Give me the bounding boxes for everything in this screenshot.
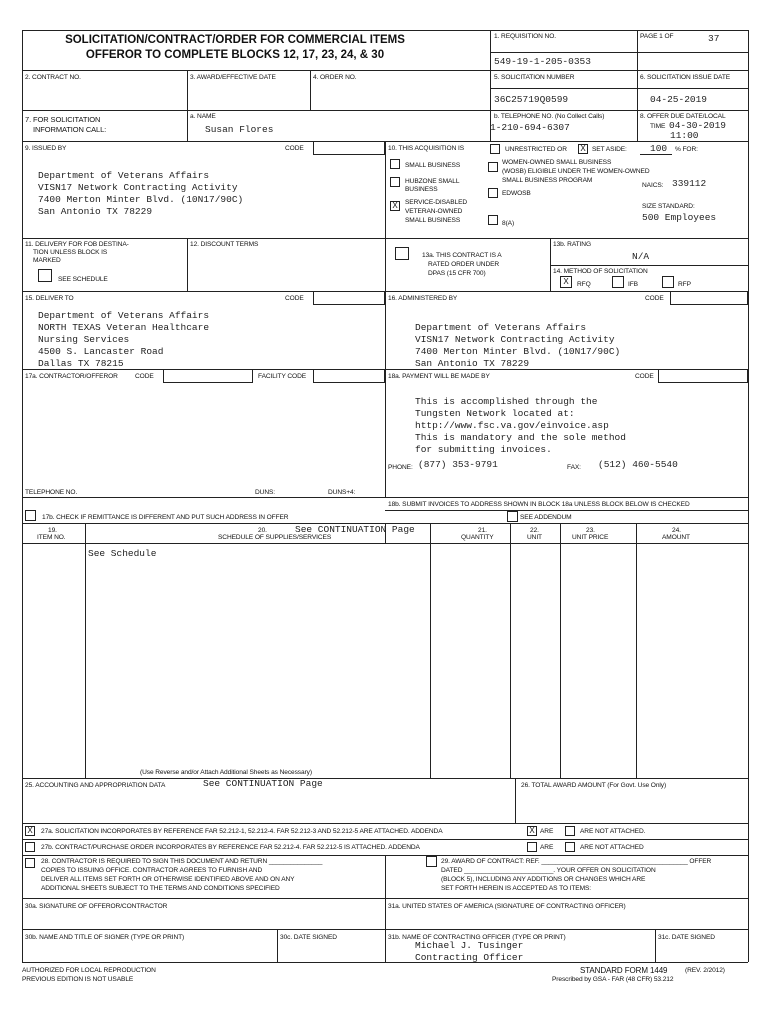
co-name-label: 31b. NAME OF CONTRACTING OFFICER (TYPE OR PRINT) — [388, 934, 566, 941]
27b-checkbox[interactable] — [25, 842, 35, 852]
form-title-line1: SOLICITATION/CONTRACT/ORDER FOR COMMERCIAL ITEMS — [65, 34, 405, 46]
co-date-label: 31c. DATE SIGNED — [658, 934, 715, 941]
sdvosb-label-3: SMALL BUSINESS — [405, 217, 461, 224]
rfq-checkbox[interactable]: X — [560, 276, 572, 288]
28-line2: COPIES TO ISSUING OFFICE. CONTRACTOR AGREES TO FURNISH AND — [41, 867, 263, 874]
percent-for-label: % FOR: — [675, 146, 698, 153]
duns4-label: DUNS+4: — [328, 489, 356, 496]
footer-reproduction: AUTHORIZED FOR LOCAL REPRODUCTION — [22, 967, 156, 974]
ifb-label: IFB — [628, 281, 638, 288]
payment-code-field[interactable] — [658, 369, 748, 383]
issued-by-code-field[interactable] — [313, 141, 385, 155]
29-line1: 29. AWARD OF CONTRACT: REF. _________________________________________ OFFER — [441, 858, 712, 865]
footer-rev: (REV. 2/2012) — [685, 967, 725, 974]
deliver-to-code-field[interactable] — [313, 291, 385, 305]
offer-due-label: 8. OFFER DUE DATE/LOCAL — [640, 113, 726, 120]
naics-label: NAICS: — [642, 182, 664, 189]
signer-name-label: 30b. NAME AND TITLE OF SIGNER (TYPE OR PRINT) — [25, 934, 185, 941]
contact-name[interactable]: Susan Flores — [205, 124, 274, 135]
col22-header: UNIT — [527, 534, 542, 541]
27a-not-attached-label: ARE NOT ATTACHED. — [580, 828, 646, 835]
rfp-label: RFP — [678, 281, 691, 288]
sdvosb-label: SERVICE-DISABLED — [405, 199, 468, 206]
solicitation-number-label: 5. SOLICITATION NUMBER — [494, 74, 575, 81]
issued-by-code-label: CODE — [285, 145, 304, 152]
set-aside-label: SET ASIDE: — [592, 146, 627, 153]
unrestricted-label: UNRESTRICTED OR — [505, 146, 567, 153]
27a-checkbox[interactable]: X — [25, 826, 35, 836]
unrestricted-checkbox[interactable] — [490, 144, 500, 154]
28-line1: 28. CONTRACTOR IS REQUIRED TO SIGN THIS DOCUMENT AND RETURN _______________ — [41, 858, 323, 865]
see-addendum-label: SEE ADDENDUM — [520, 514, 572, 521]
administered-by-code-field[interactable] — [670, 291, 748, 305]
offer-due-date[interactable]: 04-30-2019 — [669, 120, 727, 131]
delivery-fob-label-2: TION UNLESS BLOCK IS — [33, 249, 108, 256]
contractor-telephone-label: TELEPHONE NO. — [25, 489, 78, 496]
size-standard-value[interactable]: 500 Employees — [642, 212, 717, 223]
administered-by-label: 16. ADMINISTERED BY — [388, 295, 458, 302]
co-signature-label: 31a. UNITED STATES OF AMERICA (SIGNATURE OF CONTRACTING OFFICER) — [388, 903, 626, 910]
see-schedule-checkbox[interactable] — [38, 269, 52, 282]
ifb-checkbox[interactable] — [612, 276, 624, 288]
signer-date-label: 30c. DATE SIGNED — [280, 934, 337, 941]
name-label: a. NAME — [190, 113, 216, 120]
rating-value[interactable]: N/A — [632, 251, 650, 262]
col21-num: 21. — [478, 527, 487, 534]
submit-invoices-label: 18b. SUBMIT INVOICES TO ADDRESS SHOWN IN BLOCK 18a UNLESS BLOCK BELOW IS CHECKED — [388, 501, 690, 508]
col19-num: 19. — [48, 527, 57, 534]
col24-header: AMOUNT — [662, 534, 690, 541]
rated-order-label-3: DPAS (15 CFR 700) — [428, 270, 486, 277]
see-addendum-checkbox[interactable] — [507, 511, 518, 522]
payment-code-label: CODE — [635, 373, 654, 380]
continuation-note: See CONTINUATION Page — [295, 524, 415, 535]
delivery-fob-label: 11. DELIVERY FOR FOB DESTINA- — [25, 241, 129, 248]
deliver-to-code-label: CODE — [285, 295, 304, 302]
hubzone-label: HUBZONE SMALL — [405, 178, 460, 185]
page-count: 37 — [708, 33, 720, 44]
hubzone-checkbox[interactable] — [390, 177, 400, 187]
rfq-label: RFQ — [577, 281, 591, 288]
col20-header: SCHEDULE OF SUPPLIES/SERVICES — [218, 534, 332, 541]
issued-by-address: Department of Veterans Affairs VISN17 Network Contracting Activity 7400 Merton Minter Blvd. (10N17/90C) San Antonio TX 78229 — [38, 170, 244, 217]
set-aside-percent[interactable]: 100 — [650, 143, 668, 154]
co-title: Contracting Officer — [415, 952, 524, 963]
hubzone-label-2: BUSINESS — [405, 186, 438, 193]
col19-header: ITEM NO. — [37, 534, 66, 541]
requisition-label: 1. REQUISITION NO. — [494, 33, 556, 40]
footer-prescribed: Prescribed by GSA - FAR (48 CFR) 53.212 — [552, 976, 674, 983]
size-standard-label: SIZE STANDARD: — [642, 203, 695, 210]
sdvosb-checkbox[interactable]: X — [390, 201, 400, 211]
issued-by-label: 9. ISSUED BY — [25, 145, 67, 152]
27b-are-label: ARE — [540, 844, 554, 851]
rated-order-label: 13a. THIS CONTRACT IS A — [422, 252, 502, 259]
deliver-to-label: 15. DELIVER TO — [25, 295, 74, 302]
29-line3: (BLOCK 5), INCLUDING ANY ADDITIONS OR CHANGES WHICH ARE — [441, 876, 646, 883]
contractor-code-label: CODE — [135, 373, 154, 380]
information-call-label: INFORMATION CALL: — [33, 125, 107, 134]
wosb-label: WOMEN-OWNED SMALL BUSINESS — [502, 159, 612, 166]
col20-num: 20. — [258, 527, 267, 534]
items-footnote: (Use Reverse and/or Attach Additional Sheets as Necessary) — [140, 769, 312, 776]
issue-date-label: 6. SOLICITATION ISSUE DATE — [640, 74, 731, 81]
payment-fax-label: FAX: — [567, 464, 581, 471]
for-solicitation-label: 7. FOR SOLICITATION — [25, 115, 101, 124]
28-line4: ADDITIONAL SHEETS SUBJECT TO THE TERMS AND CONDITIONS SPECIFIED — [41, 885, 280, 892]
form-title-line2: OFFEROR TO COMPLETE BLOCKS 12, 17, 23, 24, & 30 — [85, 49, 385, 61]
27a-not-attached-checkbox[interactable] — [565, 826, 575, 836]
solicitation-number-value[interactable]: 36C25719Q0599 — [494, 94, 569, 105]
28-line3: DELIVER ALL ITEMS SET FORTH OR OTHERWISE IDENTIFIED ABOVE AND ON ANY — [41, 876, 295, 883]
payment-phone-value: (877) 353-9791 — [418, 459, 498, 470]
27b-are-checkbox[interactable] — [527, 842, 537, 852]
telephone-label: b. TELEPHONE NO. (No Collect Calls) — [494, 113, 605, 120]
offer-due-time-label: TIME — [650, 123, 666, 130]
naics-value[interactable]: 339112 — [672, 178, 707, 189]
edwosb-label: EDWOSB — [502, 190, 531, 197]
29-line4: SET FORTH HEREIN IS ACCEPTED AS TO ITEMS: — [441, 885, 592, 892]
administered-by-code-label: CODE — [645, 295, 664, 302]
wosb-label-3: SMALL BUSINESS PROGRAM — [502, 177, 593, 184]
rated-order-label-2: RATED ORDER UNDER — [428, 261, 500, 268]
rfp-checkbox[interactable] — [662, 276, 674, 288]
payment-fax-value: (512) 460-5540 — [598, 459, 678, 470]
administered-by-address: Department of Veterans Affairs VISN17 Network Contracting Activity 7400 Merton Minter Blvd. (10N17/90C) San Antonio TX 78229 — [415, 322, 621, 369]
set-aside-checkbox[interactable]: X — [578, 144, 588, 154]
see-schedule-label: SEE SCHEDULE — [58, 276, 108, 283]
27a-are-checkbox[interactable]: X — [527, 826, 537, 836]
order-no-label: 4. ORDER NO. — [313, 74, 357, 81]
accounting-label: 25. ACCOUNTING AND APPROPRIATION DATA — [25, 782, 166, 789]
payment-instructions: This is accomplished through the Tungsten Network located at: http://www.fsc.va.gov/einvoice.asp This is mandatory and the sole method for submitting invoices. — [415, 396, 626, 455]
discount-terms-label: 12. DISCOUNT TERMS — [190, 241, 259, 248]
wosb-checkbox[interactable] — [488, 162, 498, 172]
payment-by-label: 18a. PAYMENT WILL BE MADE BY — [388, 373, 490, 380]
col24-num: 24. — [672, 527, 681, 534]
rating-label: 13b. RATING — [553, 241, 591, 248]
27b-label: 27b. CONTRACT/PURCHASE ORDER INCORPORATES BY REFERENCE FAR 52.212-4. FAR 52.212-5 IS ATTACHED. ADDENDA — [41, 844, 420, 851]
percent-underline — [640, 154, 672, 155]
acquisition-label: 10. THIS ACQUISITION IS — [388, 145, 464, 152]
rated-order-checkbox[interactable] — [395, 247, 409, 260]
co-name: Michael J. Tusinger — [415, 940, 524, 951]
contractor-code-field[interactable] — [163, 369, 253, 383]
27a-label: 27a. SOLICITATION INCORPORATES BY REFERENCE FAR 52.212-1, 52.212-4. FAR 52.212-3 AND 52.212-5 ARE ATTACHED. ADDENDA — [41, 828, 443, 835]
accounting-value: See CONTINUATION Page — [203, 778, 323, 789]
deliver-to-address: Department of Veterans Affairs NORTH TEXAS Veteran Healthcare Nursing Services 4500 S. Lancaster Road Dallas TX 78215 — [38, 310, 210, 369]
payment-phone-label: PHONE: — [388, 464, 413, 471]
remittance-checkbox[interactable] — [25, 510, 36, 521]
telephone-value[interactable]: 1-210-694-6307 — [490, 122, 570, 133]
offer-due-time[interactable]: 11:00 — [670, 130, 699, 141]
29-checkbox[interactable] — [426, 856, 437, 867]
sdvosb-label-2: VETERAN-OWNED — [405, 208, 463, 215]
requisition-value[interactable]: 549-19-1-205-0353 — [494, 56, 591, 67]
edwosb-checkbox[interactable] — [488, 188, 498, 198]
footer-previous-edition: PREVIOUS EDITION IS NOT USABLE — [22, 976, 134, 983]
eight-a-checkbox[interactable] — [488, 215, 498, 225]
small-business-checkbox[interactable] — [390, 159, 400, 169]
27b-not-attached-checkbox[interactable] — [565, 842, 575, 852]
27a-are-label: ARE — [540, 828, 554, 835]
total-award-label: 26. TOTAL AWARD AMOUNT (For Govt. Use Only) — [521, 782, 667, 789]
remittance-label: 17b. CHECK IF REMITTANCE IS DIFFERENT AND PUT SUCH ADDRESS IN OFFER — [42, 514, 289, 521]
facility-code-field[interactable] — [313, 369, 385, 383]
27b-not-attached-label: ARE NOT ATTACHED — [580, 844, 644, 851]
wosb-label-2: (WOSB) ELIGIBLE UNDER THE WOMEN-OWNED — [502, 168, 650, 175]
col21-header: QUANTITY — [461, 534, 494, 541]
duns-label: DUNS: — [255, 489, 276, 496]
page-label: PAGE 1 OF — [640, 33, 674, 40]
contract-no-label: 2. CONTRACT NO. — [25, 74, 81, 81]
29-line2: DATED _________________________. YOUR OFFER ON SOLICITATION — [441, 867, 656, 874]
28-checkbox[interactable] — [25, 858, 35, 868]
items-body: See Schedule — [88, 548, 157, 559]
offeror-signature-label: 30a. SIGNATURE OF OFFEROR/CONTRACTOR — [25, 903, 168, 910]
award-date-label: 3. AWARD/EFFECTIVE DATE — [190, 74, 276, 81]
eight-a-label: 8(A) — [502, 220, 515, 227]
col22-num: 22. — [530, 527, 539, 534]
issue-date-value[interactable]: 04-25-2019 — [650, 94, 708, 105]
method-label: 14. METHOD OF SOLICITATION — [553, 268, 648, 275]
contractor-label: 17a. CONTRACTOR/OFFEROR — [25, 373, 118, 380]
facility-code-label: FACILITY CODE — [258, 373, 307, 380]
delivery-fob-label-3: MARKED — [33, 257, 61, 264]
footer-form-name: STANDARD FORM 1449 — [580, 966, 668, 975]
col23-header: UNIT PRICE — [572, 534, 609, 541]
col23-num: 23. — [586, 527, 595, 534]
small-business-label: SMALL BUSINESS — [405, 162, 461, 169]
